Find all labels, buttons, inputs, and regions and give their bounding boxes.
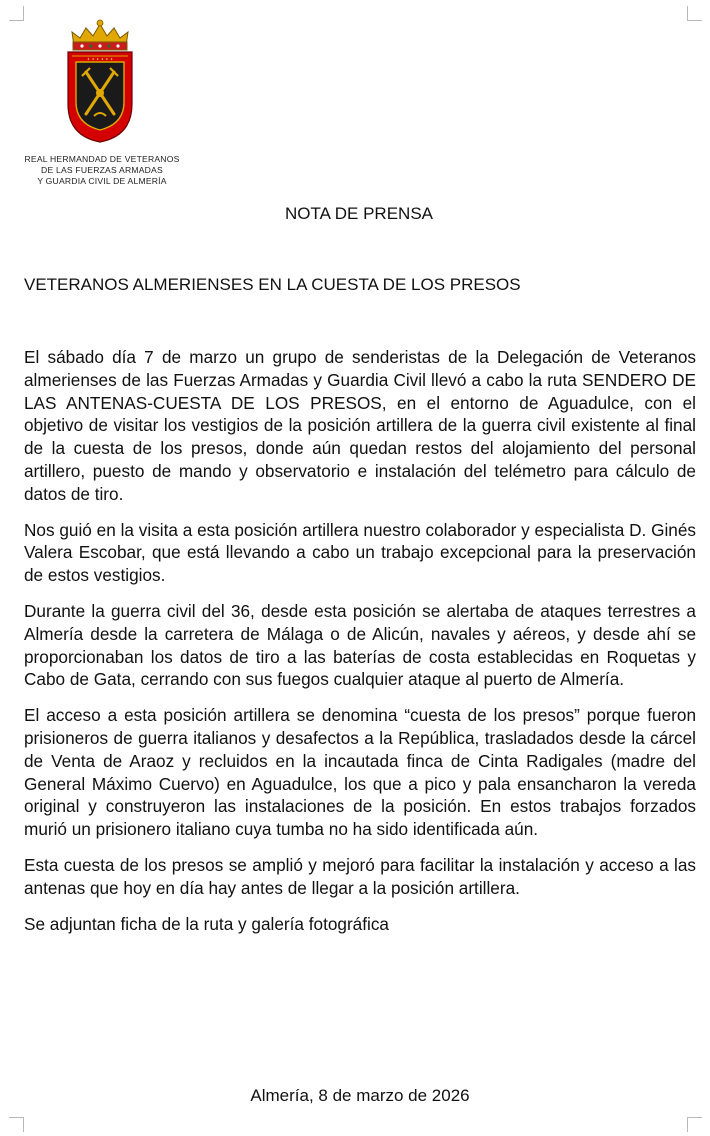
document-title: NOTA DE PRENSA [285, 204, 433, 223]
press-headline: VETERANOS ALMERIENSES EN LA CUESTA DE LOS PRESOS [24, 275, 521, 294]
svg-text:✦ ✦ ✦ ✦ ✦ ✦: ✦ ✦ ✦ ✦ ✦ ✦ [86, 56, 114, 62]
paragraph-5: Esta cuesta de los presos se amplió y mejoró para facilitar la instalación y acceso a las antenas que hoy en día hay antes de llegar a la posición artillera. [24, 854, 696, 898]
paragraph-3: Durante la guerra civil del 36, desde esta posición se alertaba de ataques terrestres a Almería desde la carretera de Málaga o de Alicún, navales y aéreos, y desde ahí se proporcionaban los datos de tiro a las baterías de costa establecidas en Roquetas y Cabo de Gata, cerrando con sus fuegos cualquier ataque al puerto de Almería. [24, 600, 696, 690]
crop-mark-top-right [687, 6, 702, 21]
dateline: Almería, 8 de marzo de 2026 [250, 1086, 470, 1105]
organization-name [22, 154, 182, 187]
org-line-1: REAL HERMANDAD DE VETERANOS [24, 154, 180, 164]
article-body [24, 346, 696, 948]
shield-icon [68, 52, 132, 142]
crop-mark-bottom-left [9, 1117, 24, 1132]
paragraph-2: Nos guió en la visita a esta posición artillera nuestro colaborador y especialista D. Ginés Valera Escobar, que está llevando a cabo un trabajo excepcional para la preservación de estos vestigios. [24, 519, 696, 586]
paragraph-1: El sábado día 7 de marzo un grupo de senderistas de la Delegación de Veteranos almerienses de las Fuerzas Armadas y Guardia Civil llevó a cabo la ruta SENDERO DE LAS ANTENAS-CUESTA DE LOS PRESOS, en el entorno de Aguadulce, con el objetivo de visitar los vestigios de la posición artillera de la guerra civil existente al final de la cuesta de los presos, donde aún quedan restos del alojamiento del personal artillero, puesto de mando y observatorio e instalación del telémetro para cálculo de datos de tiro. [24, 347, 696, 504]
crop-mark-top-left [9, 6, 24, 21]
org-line-3: Y GUARDIA CIVIL DE ALMERÍA [37, 176, 167, 186]
paragraph-6: Se adjuntan ficha de la ruta y galería fotográfica [24, 913, 389, 934]
crown-icon [72, 20, 128, 50]
org-line-2: DE LAS FUERZAS ARMADAS [41, 165, 163, 175]
crop-mark-bottom-right [687, 1117, 702, 1132]
paragraph-4: El acceso a esta posición artillera se denomina “cuesta de los presos” porque fueron prisioneros de guerra italianos y desafectos a la República, trasladados desde la cárcel de Venta de Araoz y recluidos en la incautada finca de Cinta Radigales (madre del General Máximo Cuervo) en Aguadulce, los que a pico y pala ensancharon la vereda original y construyeron las instalaciones de la posición. En estos trabajos forzados murió un prisionero italiano cuya tumba no ha sido identificada aún. [24, 705, 696, 840]
royal-brotherhood-crest-icon [60, 16, 140, 144]
